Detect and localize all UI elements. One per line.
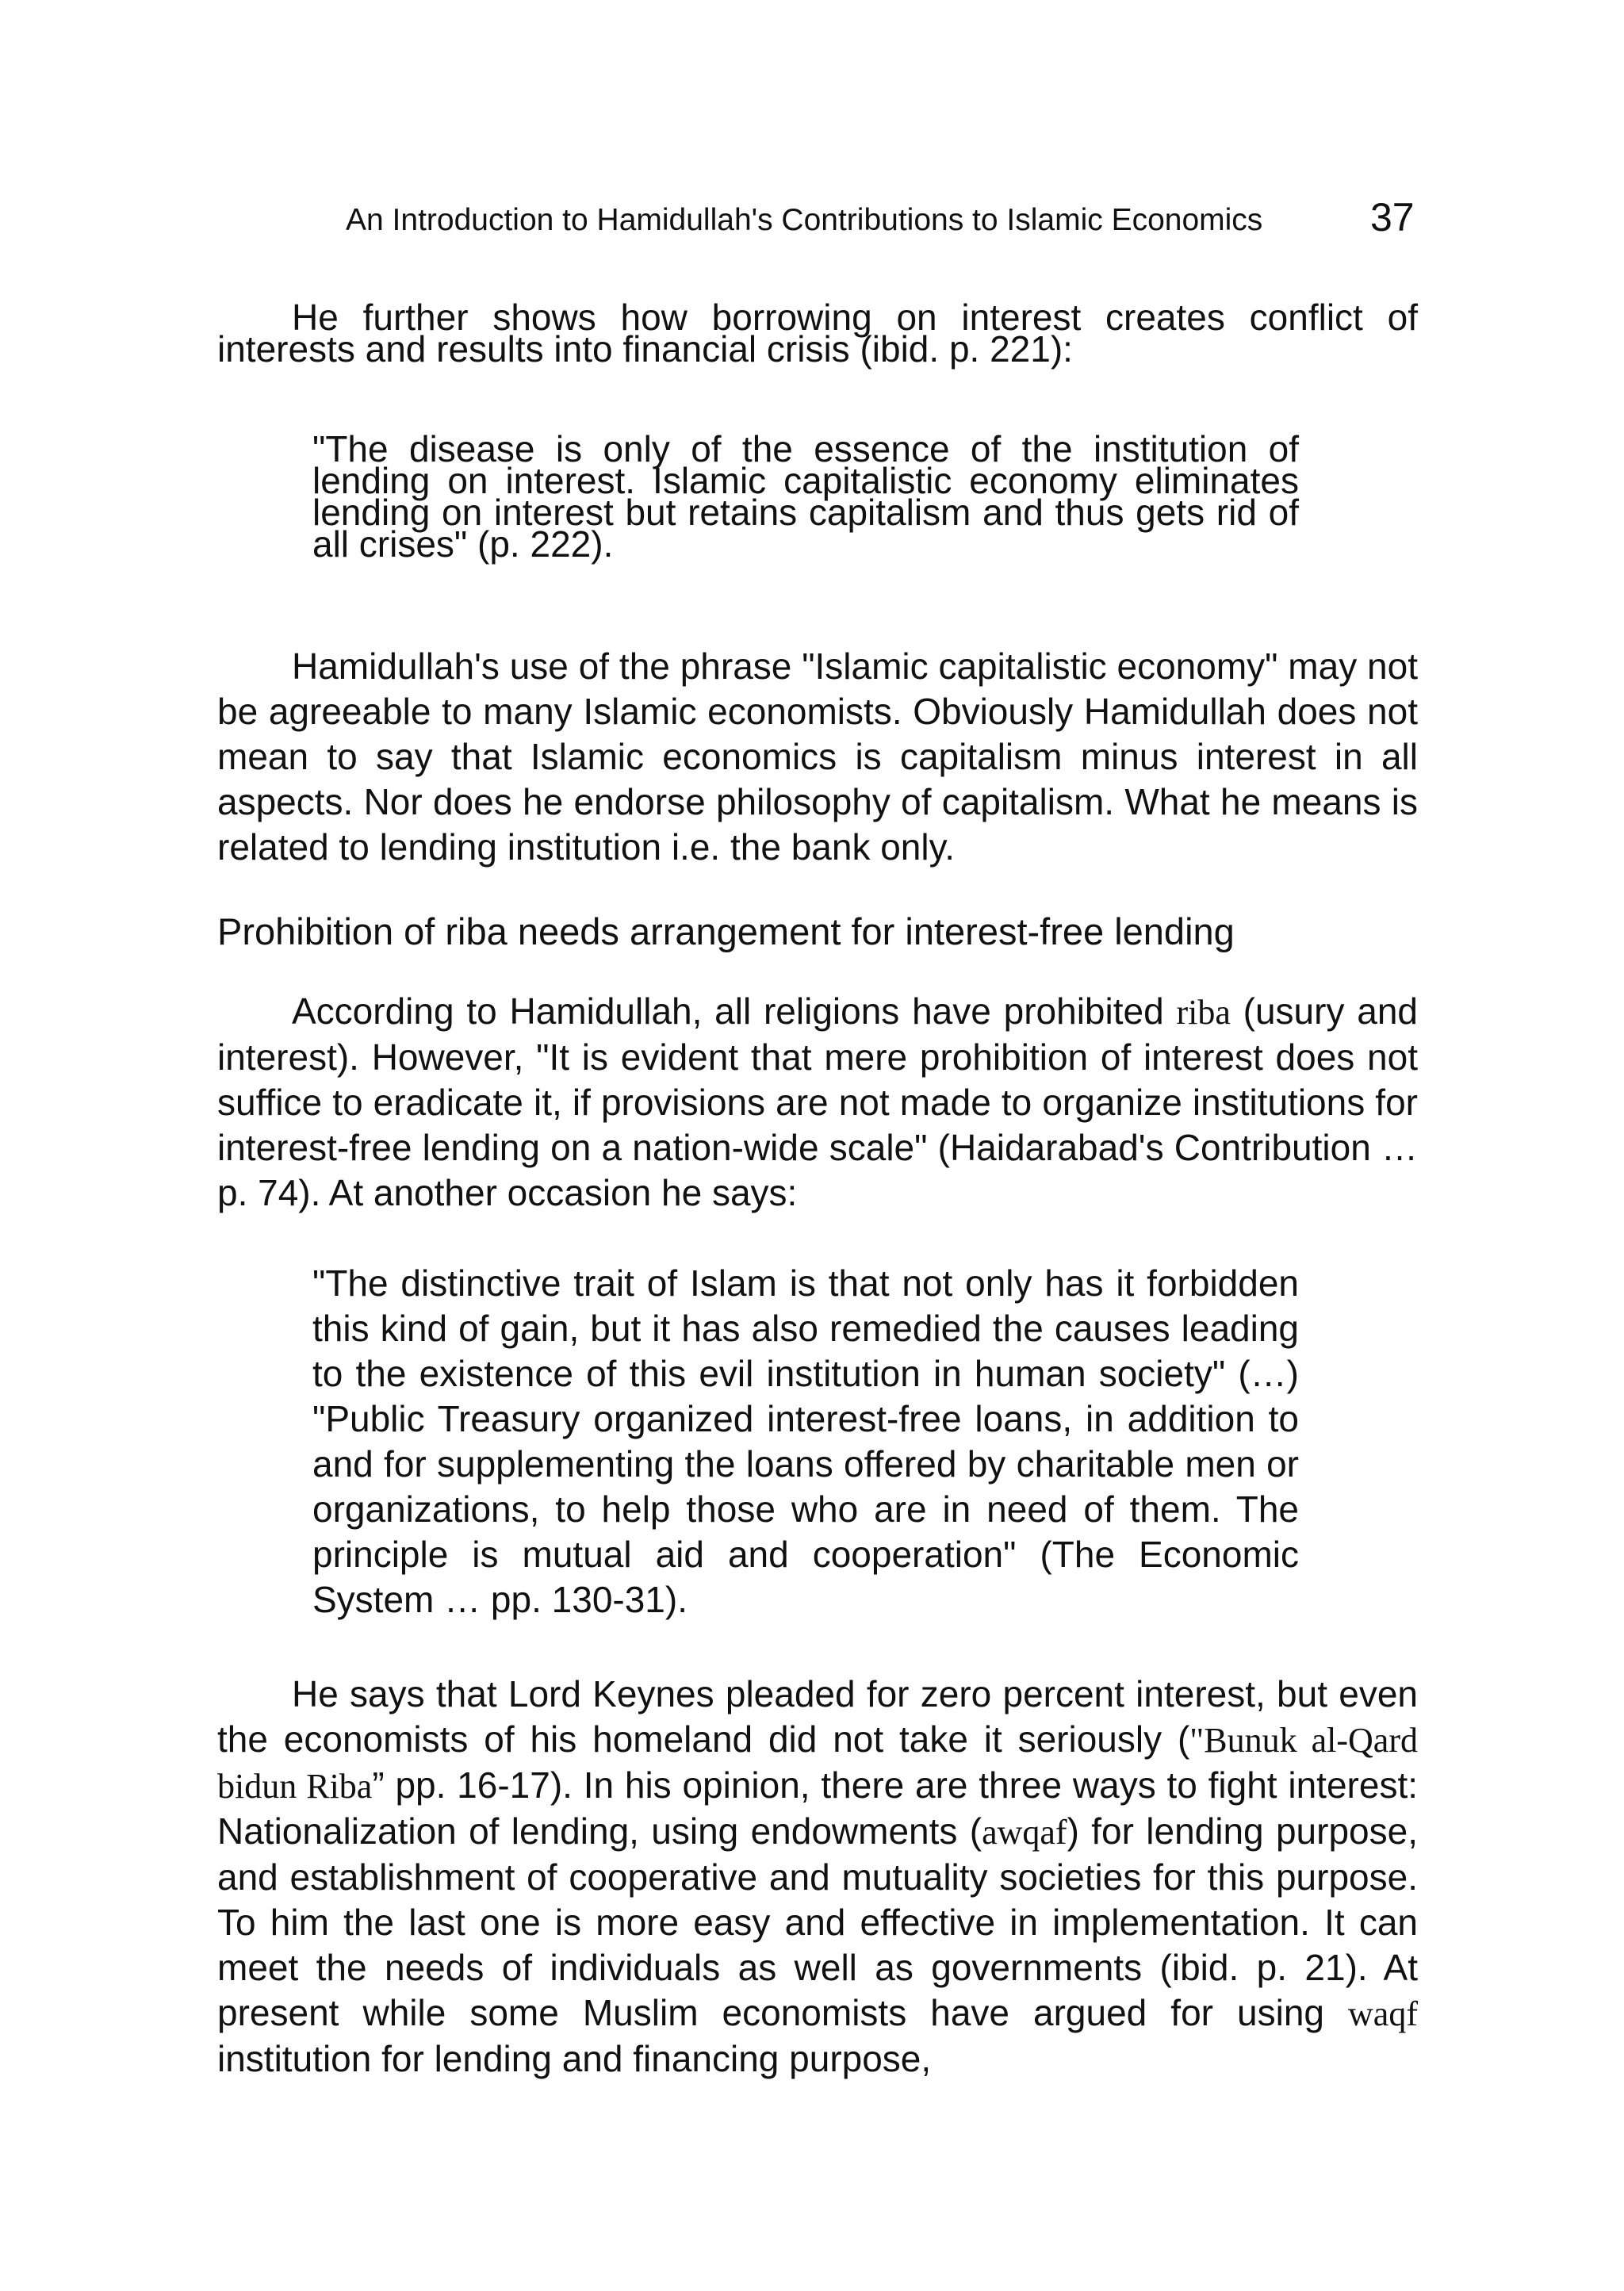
paragraph-capitalistic-economy xyxy=(217,644,1418,870)
text-run: (usury and interest). However, "It is evident that mere prohibition of interest does not suffice to eradicate it, if provisions are not made to organize institutions for interest-free lending on a nation-wide scale" (Haidarabad's Contribution … p. 74). At another occasion he says: xyxy=(217,990,1418,1213)
term-bunuk-al-qard: "Bunuk al-Qard bidun Riba xyxy=(217,1721,1418,1806)
paragraph-prohibition-riba xyxy=(217,989,1418,1216)
term-awqaf: awqaf xyxy=(982,1813,1067,1852)
quote-text: "The distinctive trait of Islam is that not only has it forbidden this kind of gain, but it has also remedied the causes leading to the existence of this evil institution in human society" (…) "Public Treasury organized interest-free loans, in addition to and for supplementing the loans offered by charitable men or organizations, to help those who are in need of them. The principle is mutual aid and cooperation" (The Economic System … pp. 130-31). xyxy=(312,1262,1299,1620)
block-quote-distinctive-trait xyxy=(312,1261,1299,1622)
paragraph-borrowing-conflict xyxy=(217,297,1418,370)
text-run: institution for lending and financing purpose, xyxy=(217,2038,932,2079)
text-run: ) for lending purpose, and establishment of cooperative and mutuality societies for this purpose. To him the last one is more easy and effective in implementation. It can meet the needs of individuals as well as governments (ibid. p. 21). At present while some Muslim economists have argued for using xyxy=(217,1810,1418,2033)
text-run: ” pp. 16-17). In his opinion, there are three ways to fight interest: Nationalization of lending, using endowments ( xyxy=(217,1764,1418,1852)
quote-text: "The disease is only of the essence of the institution of lending on interest. Islamic capitalistic economy eliminates lending on interest but retains capitalism and thus gets rid of all crises" (p. 222). xyxy=(312,428,1299,565)
paragraph-text xyxy=(217,1672,1418,2082)
paragraph-lord-keynes xyxy=(217,1672,1418,2082)
term-waqf: waqf xyxy=(1348,1994,1418,2033)
section-heading: Prohibition of riba needs arrangement for interest-free lending xyxy=(217,910,1235,952)
block-quote-disease xyxy=(312,428,1299,565)
page-number: 37 xyxy=(1370,195,1415,239)
text-run: According to Hamidullah, all religions have prohibited xyxy=(292,990,1177,1032)
paragraph-text xyxy=(217,989,1418,1216)
running-title: An Introduction to Hamidullah's Contributions to Islamic Economics xyxy=(346,203,1263,237)
running-header xyxy=(346,197,1416,244)
text-run: He says that Lord Keynes pleaded for zero percent interest, but even the economists of his homeland did not take it seriously ( xyxy=(217,1673,1418,1760)
paragraph-text: He further shows how borrowing on interest creates conflict of interests and results into financial crisis (ibid. p. 221): xyxy=(217,297,1418,370)
term-riba: riba xyxy=(1176,993,1231,1032)
paragraph-text: Hamidullah's use of the phrase "Islamic capitalistic economy" may not be agreeable to many Islamic economists. Obviously Hamidullah does not mean to say that Islamic economics is capitalism minus interest in all aspects. Nor does he endorse philosophy of capitalism. What he means is related to lending institution i.e. the bank only. xyxy=(217,646,1418,868)
